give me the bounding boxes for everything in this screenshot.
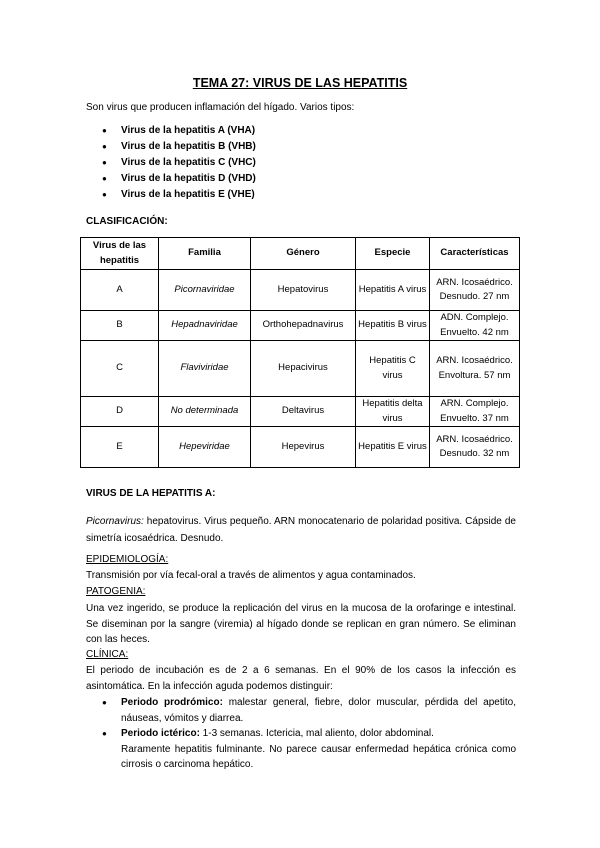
cell-caracteristicas: ARN. Complejo. Envuelto. 37 nm xyxy=(430,397,520,427)
cell-virus: A xyxy=(81,270,159,311)
table-row xyxy=(81,270,520,311)
header-familia: Familia xyxy=(159,238,251,270)
list-item: ● Virus de la hepatitis E (VHE) xyxy=(86,187,256,203)
period-text: 1-3 semanas. Ictericia, mal aliento, dolor abdominal. xyxy=(199,728,434,739)
header-especie: Especie xyxy=(356,238,430,270)
cell-especie: Hepatitis A virus xyxy=(356,270,430,311)
cell-familia: Flaviviridae xyxy=(159,341,251,397)
header-genero: Género xyxy=(251,238,356,270)
list-item: ● Virus de la hepatitis B (VHB) xyxy=(86,139,256,155)
epidemiologia-text: Transmisión por vía fecal-oral a través de alimentos y agua contaminados. xyxy=(86,570,416,581)
cell-virus: B xyxy=(81,311,159,341)
patogenia-heading: PATOGENIA: xyxy=(86,586,146,597)
table-header-row xyxy=(81,238,520,270)
clinica-heading: CLÍNICA: xyxy=(86,649,129,660)
cell-especie: Hepatitis delta virus xyxy=(356,397,430,427)
epidemiologia-heading: EPIDEMIOLOGÍA: xyxy=(86,554,169,565)
list-item: ● Virus de la hepatitis D (VHD) xyxy=(86,171,256,187)
header-caracteristicas: Características xyxy=(430,238,520,270)
cell-especie: Hepatitis E virus xyxy=(356,427,430,468)
cell-genero: Hepevirus xyxy=(251,427,356,468)
cell-genero: Deltavirus xyxy=(251,397,356,427)
list-item: ● Virus de la hepatitis A (VHA) xyxy=(86,123,256,139)
clinica-periods-list xyxy=(86,695,516,773)
period-label: Periodo prodrómico: xyxy=(121,697,223,708)
cell-caracteristicas: ARN. Icosaédrico. Desnudo. 32 nm xyxy=(430,427,520,468)
cell-caracteristicas: ARN. Icosaédrico. Envoltura. 57 nm xyxy=(430,341,520,397)
vha-description-text: hepatovirus. Virus pequeño. ARN monocatenario de polaridad positiva. Cápside de simetría icosaédrica. Desnudo. xyxy=(86,516,516,544)
vha-heading: VIRUS DE LA HEPATITIS A: xyxy=(86,488,216,499)
cell-virus: E xyxy=(81,427,159,468)
hepatitis-types-list xyxy=(86,123,256,203)
patogenia-text: Una vez ingerido, se produce la replicación del virus en la mucosa de la orofaringe e intestinal. Se diseminan por la sangre (viremia) al hígado donde se replican en gran número. Se eliminan con las heces. xyxy=(86,603,516,645)
clasificacion-heading: CLASIFICACIÓN: xyxy=(86,216,168,227)
list-item: ● Virus de la hepatitis C (VHC) xyxy=(86,155,256,171)
period-label: Periodo ictérico: xyxy=(121,728,200,739)
vha-description-family: Picornavirus: xyxy=(86,516,144,527)
intro-paragraph: Son virus que producen inflamación del hígado. Varios tipos: xyxy=(86,102,355,113)
table-row xyxy=(81,397,520,427)
cell-genero: Hepatovirus xyxy=(251,270,356,311)
list-item xyxy=(86,726,516,773)
cell-especie: Hepatitis C virus xyxy=(356,341,430,397)
cell-familia: Hepeviridae xyxy=(159,427,251,468)
period-text: malestar general, fiebre, dolor muscular, pérdida del apetito, náuseas, vómitos y diarrea. xyxy=(121,697,516,724)
cell-especie: Hepatitis B virus xyxy=(356,311,430,341)
cell-familia: Hepadnaviridae xyxy=(159,311,251,341)
clinica-text: El periodo de incubación es de 2 a 6 semanas. En el 90% de los casos la infección es asintomática. En la infección aguda podemos distinguir: xyxy=(86,665,516,692)
cell-caracteristicas: ADN. Complejo. Envuelto. 42 nm xyxy=(430,311,520,341)
cell-virus: D xyxy=(81,397,159,427)
table-row xyxy=(81,427,520,468)
period-extra: Raramente hepatitis fulminante. No parece causar enfermedad hepática crónica como cirrosis o carcinoma hepático. xyxy=(121,743,516,770)
table-row xyxy=(81,311,520,341)
header-virus: Virus de las hepatitis xyxy=(81,238,159,270)
cell-genero: Hepacivirus xyxy=(251,341,356,397)
cell-caracteristicas: ARN. Icosaédrico. Desnudo. 27 nm xyxy=(430,270,520,311)
cell-familia: Picornaviridae xyxy=(159,270,251,311)
page-title: TEMA 27: VIRUS DE LAS HEPATITIS xyxy=(192,76,408,90)
table-row xyxy=(81,341,520,397)
cell-familia: No determinada xyxy=(159,397,251,427)
cell-virus: C xyxy=(81,341,159,397)
list-item xyxy=(86,695,516,726)
cell-genero: Orthohepadnavirus xyxy=(251,311,356,341)
classification-table xyxy=(80,237,520,468)
vha-description xyxy=(86,513,516,547)
